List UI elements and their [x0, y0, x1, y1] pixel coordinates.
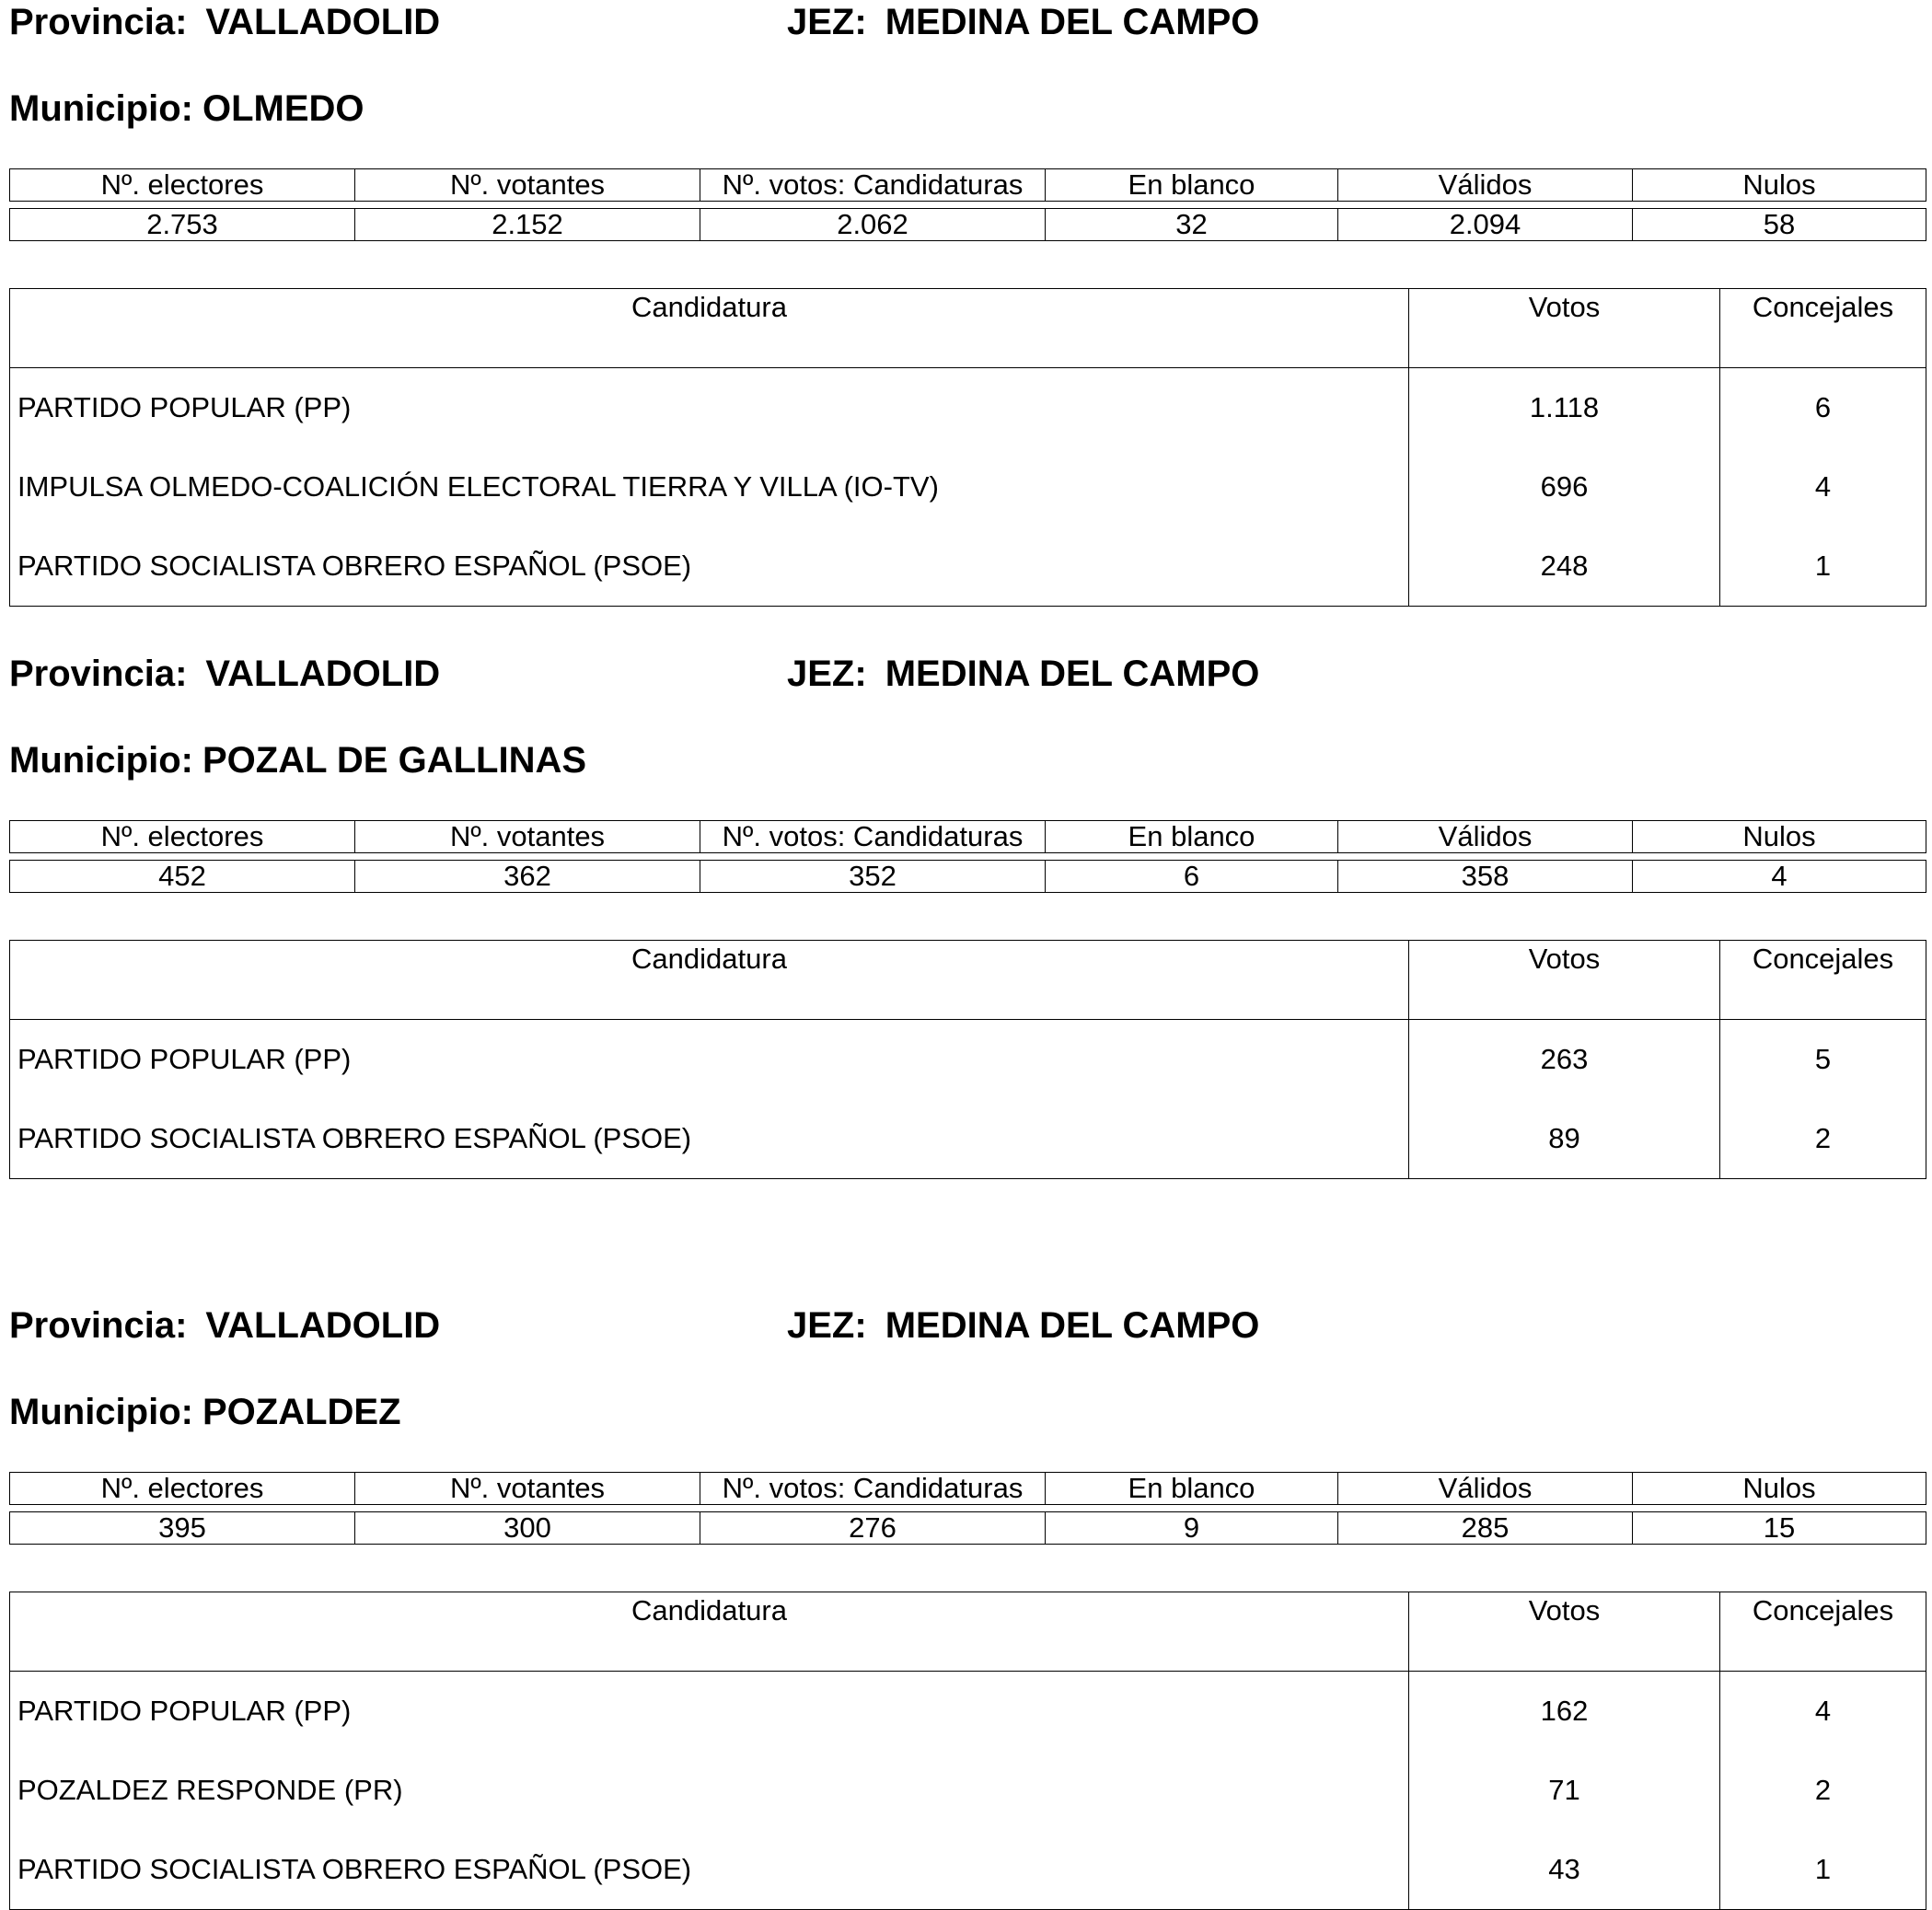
- table-row: [10, 368, 1926, 448]
- provincia-heading: [9, 0, 440, 44]
- cand-header-candidatura: Candidatura: [10, 289, 1409, 368]
- stats-header-votantes: Nº. votantes: [355, 1473, 700, 1505]
- cand-header-candidatura: Candidatura: [10, 1592, 1409, 1672]
- stats-values-table: [9, 1511, 1926, 1545]
- stats-value-votos-candidaturas: 276: [700, 1512, 1046, 1545]
- stats-value-votantes: 300: [355, 1512, 700, 1545]
- stats-value-en-blanco: 9: [1046, 1512, 1338, 1545]
- stats-values-table: [9, 860, 1926, 893]
- provincia-label: Provincia:: [9, 654, 188, 694]
- provincia-value: VALLADOLID: [205, 1305, 441, 1346]
- cand-concejales: 2: [1814, 1122, 1832, 1154]
- stats-value-electores: 395: [10, 1512, 355, 1545]
- stats-header-en-blanco: En blanco: [1046, 169, 1338, 202]
- stats-header-table: [9, 820, 1926, 853]
- stats-value-validos: 358: [1338, 861, 1633, 893]
- stats-header-table: [9, 168, 1926, 202]
- stats-value-nulos: 58: [1633, 209, 1926, 241]
- stats-value-votos-candidaturas: 352: [700, 861, 1046, 893]
- municipio-value: POZAL DE GALLINAS: [202, 740, 587, 781]
- cand-concejales: 1: [1814, 1853, 1832, 1885]
- municipio-value: OLMEDO: [202, 88, 364, 129]
- provincia-value: VALLADOLID: [205, 654, 441, 694]
- jez-heading: [787, 652, 1259, 696]
- jez-heading: [787, 0, 1259, 44]
- stats-header-validos: Válidos: [1338, 1473, 1633, 1505]
- provincia-label: Provincia:: [9, 1305, 188, 1346]
- cand-votos: 162: [1409, 1672, 1720, 1752]
- provincia-heading: [9, 1303, 440, 1348]
- jez-label: JEZ:: [787, 1305, 867, 1346]
- cand-name: POZALDEZ RESPONDE (PR): [10, 1751, 1409, 1830]
- stats-value-electores: 2.753: [10, 209, 355, 241]
- stats-value-votos-candidaturas: 2.062: [700, 209, 1046, 241]
- stats-value-votantes: 2.152: [355, 209, 700, 241]
- stats-header-en-blanco: En blanco: [1046, 821, 1338, 853]
- stats-header-nulos: Nulos: [1633, 1473, 1926, 1505]
- cand-name: IMPULSA OLMEDO-COALICIÓN ELECTORAL TIERRA Y VILLA (IO-TV): [10, 447, 1409, 527]
- cand-votos: 71: [1409, 1751, 1720, 1830]
- cand-concejales: 2: [1814, 1774, 1832, 1806]
- municipio-label: Municipio:: [9, 88, 193, 129]
- jez-value: MEDINA DEL CAMPO: [885, 2, 1260, 42]
- stats-header-votos-candidaturas: Nº. votos: Candidaturas: [700, 821, 1046, 853]
- jez-value: MEDINA DEL CAMPO: [885, 654, 1260, 694]
- jez-value: MEDINA DEL CAMPO: [885, 1305, 1260, 1346]
- provincia-value: VALLADOLID: [205, 2, 441, 42]
- candidaturas-table: [9, 940, 1926, 1179]
- table-row: [10, 1830, 1926, 1910]
- provincia-heading: [9, 652, 440, 696]
- table-row: [10, 527, 1926, 607]
- stats-value-validos: 2.094: [1338, 209, 1633, 241]
- cand-concejales: 4: [1814, 470, 1832, 503]
- cand-name: PARTIDO POPULAR (PP): [10, 1020, 1409, 1100]
- stats-header-votos-candidaturas: Nº. votos: Candidaturas: [700, 169, 1046, 202]
- cand-header-concejales: Concejales: [1720, 1592, 1926, 1672]
- cand-header-candidatura: Candidatura: [10, 941, 1409, 1020]
- stats-value-validos: 285: [1338, 1512, 1633, 1545]
- stats-header-validos: Válidos: [1338, 821, 1633, 853]
- provincia-label: Provincia:: [9, 2, 188, 42]
- stats-values-table: [9, 208, 1926, 241]
- stats-header-en-blanco: En blanco: [1046, 1473, 1338, 1505]
- stats-header-electores: Nº. electores: [10, 169, 355, 202]
- stats-value-electores: 452: [10, 861, 355, 893]
- table-row: [10, 1099, 1926, 1179]
- cand-votos: 89: [1409, 1099, 1720, 1179]
- municipio-heading: [9, 87, 364, 131]
- cand-votos: 696: [1409, 447, 1720, 527]
- cand-header-concejales: Concejales: [1720, 941, 1926, 1020]
- cand-name: PARTIDO SOCIALISTA OBRERO ESPAÑOL (PSOE): [10, 1830, 1409, 1910]
- cand-name: PARTIDO POPULAR (PP): [10, 1672, 1409, 1752]
- stats-value-en-blanco: 32: [1046, 209, 1338, 241]
- jez-label: JEZ:: [787, 654, 867, 694]
- stats-header-validos: Válidos: [1338, 169, 1633, 202]
- stats-header-nulos: Nulos: [1633, 821, 1926, 853]
- municipio-label: Municipio:: [9, 1392, 193, 1432]
- cand-header-votos: Votos: [1409, 1592, 1720, 1672]
- stats-header-votantes: Nº. votantes: [355, 821, 700, 853]
- cand-votos: 263: [1409, 1020, 1720, 1100]
- table-row: [10, 1751, 1926, 1830]
- cand-votos: 1.118: [1409, 368, 1720, 448]
- stats-header-votos-candidaturas: Nº. votos: Candidaturas: [700, 1473, 1046, 1505]
- municipio-label: Municipio:: [9, 740, 193, 781]
- municipio-heading: [9, 738, 586, 782]
- jez-label: JEZ:: [787, 2, 867, 42]
- cand-votos: 43: [1409, 1830, 1720, 1910]
- cand-name: PARTIDO POPULAR (PP): [10, 368, 1409, 448]
- cand-header-votos: Votos: [1409, 289, 1720, 368]
- cand-name: PARTIDO SOCIALISTA OBRERO ESPAÑOL (PSOE): [10, 527, 1409, 607]
- stats-header-electores: Nº. electores: [10, 1473, 355, 1505]
- stats-header-electores: Nº. electores: [10, 821, 355, 853]
- candidaturas-table: [9, 1592, 1926, 1910]
- stats-value-votantes: 362: [355, 861, 700, 893]
- cand-concejales: 4: [1814, 1695, 1832, 1727]
- stats-value-nulos: 4: [1633, 861, 1926, 893]
- stats-header-nulos: Nulos: [1633, 169, 1926, 202]
- stats-value-nulos: 15: [1633, 1512, 1926, 1545]
- cand-name: PARTIDO SOCIALISTA OBRERO ESPAÑOL (PSOE): [10, 1099, 1409, 1179]
- municipio-heading: [9, 1390, 401, 1434]
- cand-concejales: 6: [1814, 391, 1832, 423]
- cand-header-votos: Votos: [1409, 941, 1720, 1020]
- jez-heading: [787, 1303, 1259, 1348]
- stats-value-en-blanco: 6: [1046, 861, 1338, 893]
- table-row: [10, 1020, 1926, 1100]
- table-row: [10, 447, 1926, 527]
- table-row: [10, 1672, 1926, 1752]
- candidaturas-table: [9, 288, 1926, 607]
- municipio-value: POZALDEZ: [202, 1392, 401, 1432]
- cand-header-concejales: Concejales: [1720, 289, 1926, 368]
- stats-header-table: [9, 1472, 1926, 1505]
- cand-concejales: 5: [1814, 1043, 1832, 1075]
- cand-concejales: 1: [1814, 550, 1832, 582]
- cand-votos: 248: [1409, 527, 1720, 607]
- stats-header-votantes: Nº. votantes: [355, 169, 700, 202]
